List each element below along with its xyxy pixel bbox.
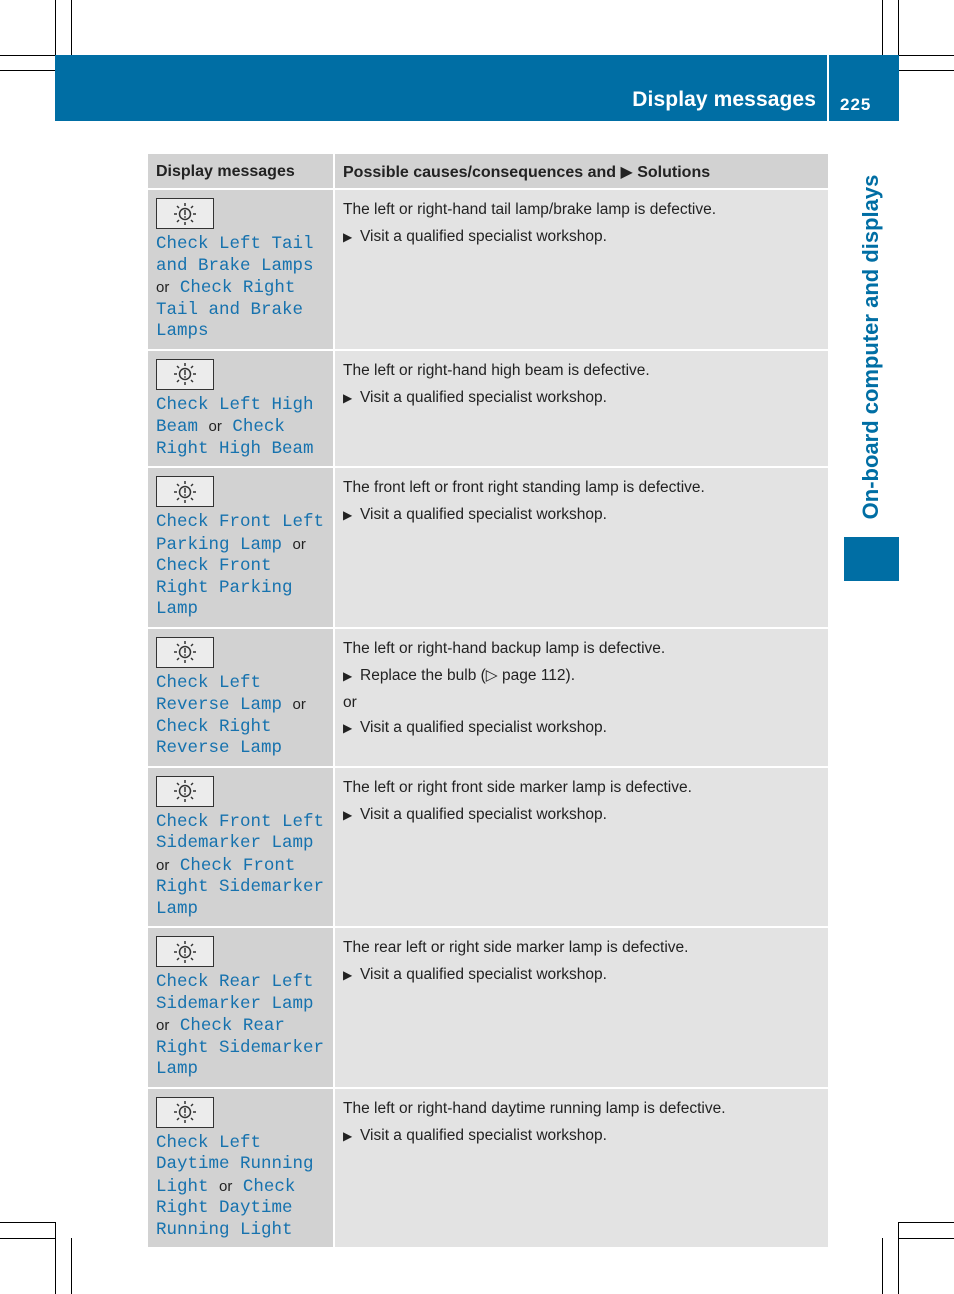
crop-mark (882, 0, 883, 56)
message-cell (148, 767, 334, 928)
crop-mark (0, 1222, 56, 1223)
crop-mark (898, 55, 954, 56)
or-word: or (219, 1177, 233, 1195)
solution-step (343, 1126, 820, 1146)
message-cell (148, 350, 334, 468)
solution-cell (334, 628, 828, 767)
triangle-bullet-icon: ▶ (343, 508, 353, 522)
crop-mark (898, 1222, 899, 1294)
bulb-warning-icon (156, 637, 214, 668)
solution-step (343, 388, 820, 408)
solution-cell (334, 1088, 828, 1248)
or-word: or (156, 856, 170, 874)
col-header-solutions (334, 154, 828, 189)
message-cell (148, 1088, 334, 1248)
solution-step-text: Visit a qualified specialist workshop. (360, 966, 607, 983)
header-divider (827, 55, 829, 121)
bulb-warning-icon (156, 359, 214, 390)
or-separator: or (343, 693, 357, 711)
triangle-bullet-icon: ▶ (343, 807, 353, 822)
side-chapter-tab (844, 537, 899, 581)
message-right: Check Right Reverse Lamp (156, 716, 283, 758)
crop-mark (898, 0, 899, 56)
triangle-bullet-icon: ▶ (343, 230, 353, 244)
table-row (148, 927, 828, 1088)
display-message-text (156, 972, 329, 1081)
or-word: or (208, 418, 222, 435)
message-left: Check Left Reverse Lamp (156, 672, 283, 715)
crop-mark (898, 1238, 954, 1239)
cause-text: The left or right front side marker lamp is defective. (343, 778, 692, 796)
crop-mark (0, 1238, 56, 1239)
page-number: 225 (840, 95, 872, 114)
solution-step-text: Visit a qualified specialist workshop. (360, 718, 607, 736)
solution-cell (334, 767, 828, 928)
solution-step-text: Replace the bulb (▷ page 112). (360, 666, 575, 684)
message-right: Check Right High Beam (156, 417, 314, 459)
bulb-warning-icon (156, 198, 214, 229)
crop-mark (0, 55, 56, 56)
bulb-warning-icon (156, 476, 214, 507)
solution-step-text: Visit a qualified specialist workshop. (360, 388, 607, 406)
message-left: Check Front Left Sidemarker Lamp (156, 811, 325, 853)
display-message-text (156, 673, 329, 760)
table-row (148, 467, 828, 628)
solution-cell (334, 350, 828, 468)
or-word: or (292, 696, 306, 713)
or-word: or (156, 1017, 170, 1034)
bulb-warning-icon (156, 776, 214, 807)
section-title: Display messages (632, 88, 816, 111)
message-cell (148, 927, 334, 1088)
cause-text: The front left or front right standing lamp is defective. (343, 479, 705, 496)
solution-step-text: Visit a qualified specialist workshop. (360, 228, 607, 245)
triangle-bullet-icon: ▶ (343, 968, 353, 982)
triangle-bullet-icon: ▶ (343, 720, 353, 735)
message-left: Check Rear Left Sidemarker Lamp (156, 972, 314, 1014)
table-row (148, 767, 828, 928)
display-message-text (156, 395, 329, 461)
cause-text: The left or right-hand backup lamp is defective. (343, 639, 666, 657)
table-row (148, 1088, 828, 1248)
table-row (148, 628, 828, 767)
cause-text: The left or right-hand daytime running lamp is defective. (343, 1099, 726, 1117)
bulb-warning-icon (156, 1097, 214, 1128)
col-header-causes: Possible causes/consequences and (343, 164, 617, 181)
display-message-text (156, 512, 329, 621)
solution-step-text: Visit a qualified specialist workshop. (360, 1126, 607, 1144)
triangle-bullet-icon: ▶ (620, 164, 633, 181)
cause-text: The left or right-hand tail lamp/brake lamp is defective. (343, 201, 717, 218)
crop-mark (882, 1238, 883, 1294)
message-right: Check Rear Right Sidemarker Lamp (156, 1016, 325, 1079)
bulb-warning-icon (156, 936, 214, 967)
crop-mark (898, 1222, 954, 1223)
message-cell (148, 189, 334, 350)
table-header-row (148, 154, 828, 189)
triangle-bullet-icon: ▶ (343, 668, 353, 683)
message-left: Check Left Daytime Running Light (156, 1132, 314, 1197)
message-left: Check Left High Beam (156, 394, 314, 437)
or-word: or (156, 279, 170, 296)
table-row (148, 189, 828, 350)
col-header-solutions-label: Solutions (637, 164, 711, 181)
message-right: Check Right Tail and Brake Lamps (156, 278, 304, 341)
table-row (148, 350, 828, 468)
solution-step (343, 805, 820, 825)
triangle-bullet-icon: ▶ (343, 390, 353, 405)
display-messages-table (148, 154, 828, 1247)
display-message-text (156, 234, 329, 343)
triangle-bullet-icon: ▶ (343, 1128, 353, 1143)
message-cell (148, 628, 334, 767)
display-message-text (156, 812, 329, 921)
cause-text: The rear left or right side marker lamp is defective. (343, 939, 689, 956)
solution-step (343, 666, 820, 686)
solution-cell (334, 927, 828, 1088)
solution-cell (334, 467, 828, 628)
crop-mark (55, 0, 56, 56)
solution-step-text: Visit a qualified specialist workshop. (360, 805, 607, 823)
message-right: Check Front Right Parking Lamp (156, 556, 293, 619)
solution-step (343, 227, 820, 247)
message-left: Check Left Tail and Brake Lamps (156, 234, 314, 276)
display-message-text (156, 1133, 329, 1242)
crop-mark (71, 1238, 72, 1294)
solution-step (343, 965, 820, 985)
cause-text: The left or right-hand high beam is defective. (343, 361, 650, 379)
crop-mark (55, 1222, 56, 1294)
message-right: Check Front Right Sidemarker Lamp (156, 855, 325, 919)
message-left: Check Front Left Parking Lamp (156, 512, 325, 555)
message-right: Check Right Daytime Running Light (156, 1176, 296, 1240)
solution-cell (334, 189, 828, 350)
side-chapter-label: On-board computer and displays (858, 174, 883, 520)
solution-step (343, 505, 820, 525)
solution-step-text: Visit a qualified specialist workshop. (360, 506, 607, 523)
crop-mark (898, 70, 954, 71)
crop-mark (71, 0, 72, 56)
crop-mark (0, 70, 56, 71)
message-cell (148, 467, 334, 628)
col-header-messages: Display messages (148, 154, 334, 189)
solution-step (343, 718, 820, 738)
or-word: or (292, 535, 306, 553)
